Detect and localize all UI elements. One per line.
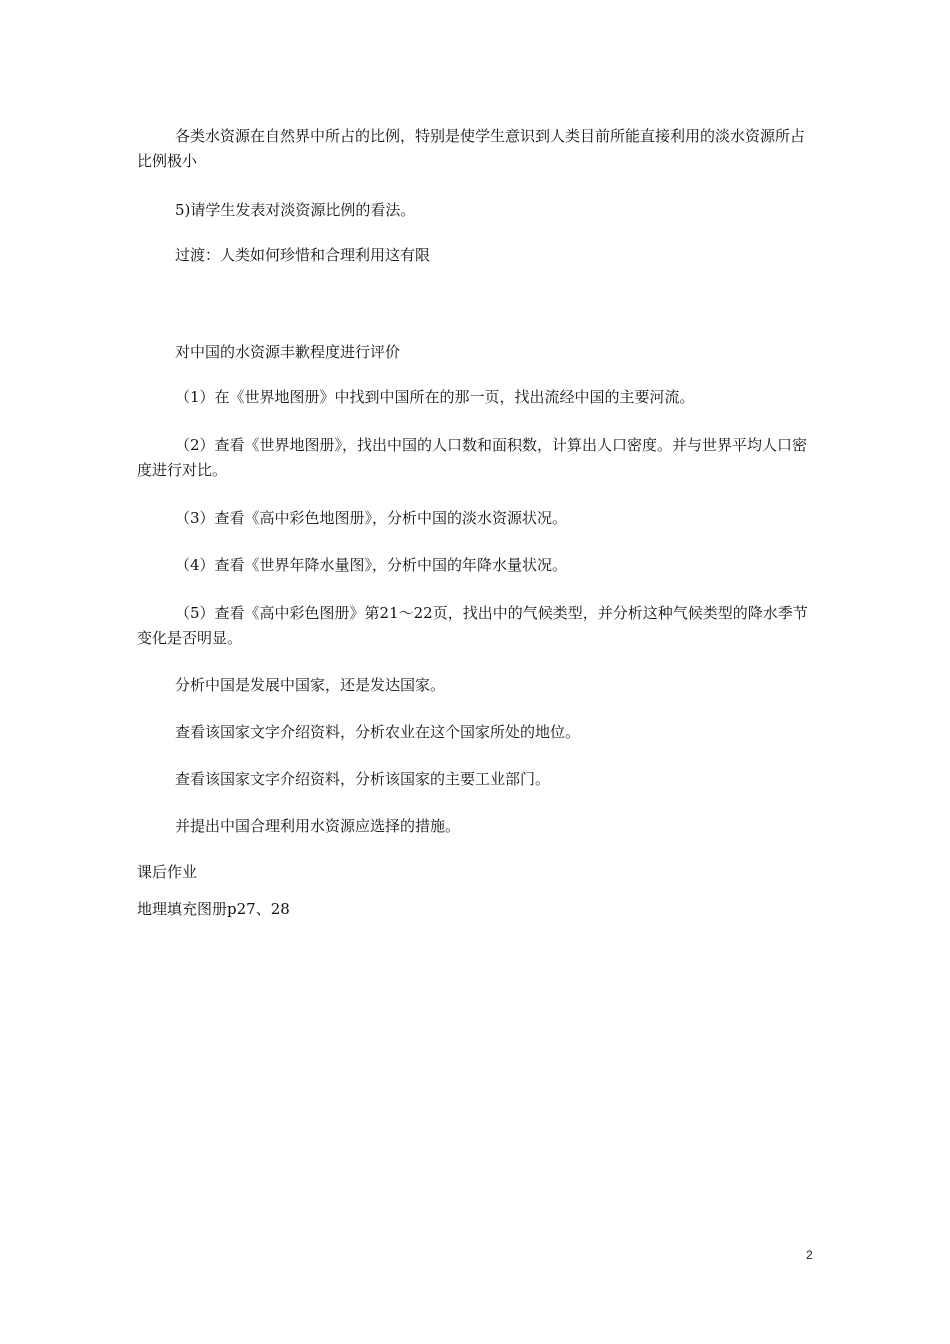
paragraph-developing-country: 分析中国是发展中国家，还是发达国家。 — [175, 676, 446, 694]
paragraph-step-5: 5)请学生发表对淡资源比例的看法。 — [175, 201, 416, 219]
paragraph-task-2: （2）查看《世界地图册》，找出中国的人口数和面积数，计算出人口密度。并与世界平均人口密度进行对比。 — [137, 436, 808, 479]
paragraph-agriculture: 查看该国家文字介绍资料，分析农业在这个国家所处的地位。 — [175, 723, 581, 741]
homework-heading: 课后作业 — [137, 863, 198, 881]
paragraph-water-ratio: 各类水资源在自然界中所占的比例，特别是使学生意识到人类目前所能直接利用的淡水资源所占比例极小 — [137, 127, 806, 170]
paragraph-task-3: （3）查看《高中彩色地图册》，分析中国的淡水资源状况。 — [175, 509, 568, 527]
page-number: 2 — [806, 1248, 813, 1262]
homework-assignment: 地理填充图册p27、28 — [137, 900, 290, 918]
paragraph-measures: 并提出中国合理利用水资源应选择的措施。 — [175, 817, 461, 835]
paragraph-evaluate-china: 对中国的水资源丰歉程度进行评价 — [175, 343, 401, 361]
paragraph-task-4: （4）查看《世界年降水量图》，分析中国的年降水量状况。 — [175, 556, 568, 574]
paragraph-task-5: （5）查看《高中彩色图册》第21～22页，找出中的气候类型，并分析这种气候类型的降水季节变化是否明显。 — [137, 604, 808, 647]
paragraph-industry: 查看该国家文字介绍资料，分析该国家的主要工业部门。 — [175, 770, 551, 788]
paragraph-task-1: （1）在《世界地图册》中找到中国所在的那一页，找出流经中国的主要河流。 — [175, 388, 695, 406]
paragraph-transition: 过渡：人类如何珍惜和合理利用这有限 — [175, 246, 431, 264]
